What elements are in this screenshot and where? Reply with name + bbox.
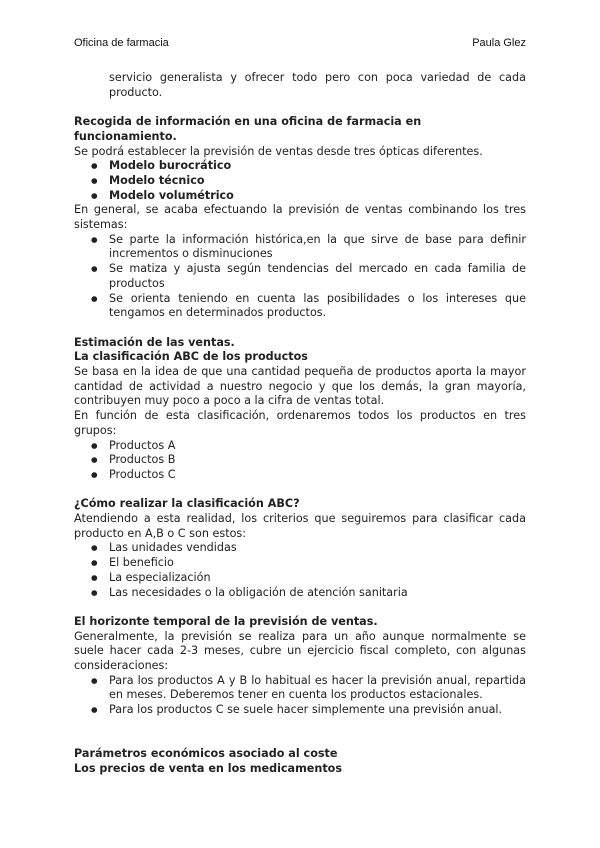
list-item: ● El beneficio <box>74 556 526 571</box>
paragraph: En función de esta clasificación, ordenaremos todos los productos en tres grupos: <box>74 409 526 437</box>
list-item: ● Productos A <box>74 439 526 454</box>
list-item: ● Se parte la información histórica,en la que sirve de base para definir incrementos o disminuciones <box>74 233 526 262</box>
list-item: ● Productos C <box>74 468 526 483</box>
paragraph: Atendiendo a esta realidad, los criterios que seguiremos para clasificar cada producto en A,B o C son estos: <box>74 512 526 540</box>
section-subheading-abc: La clasificación ABC de los productos <box>74 350 308 364</box>
section-subheading-precios: Los precios de venta en los medicamentos <box>74 761 343 775</box>
list-item: ● Las unidades vendidas <box>74 541 526 556</box>
considerations-list <box>74 674 526 718</box>
paragraph: Generalmente, la previsión se realiza para un año aunque normalmente se suele hacer cada 2-3 meses, cubre un ejercicio fiscal completo, con algunas consideraciones: <box>74 629 526 673</box>
list-item: ● Modelo volumétrico <box>74 189 526 204</box>
section-heading-como: ¿Cómo realizar la clasificación ABC? <box>74 497 300 511</box>
continued-text: servicio generalista y ofrecer todo pero con poca variedad de cada producto. <box>109 71 526 99</box>
list-item: ● Para los productos C se suele hacer simplemente una previsión anual. <box>74 703 526 718</box>
paragraph: En general, se acaba efectuando la previsión de ventas combinando los tres sistemas: <box>74 203 526 232</box>
criteria-list <box>74 541 526 600</box>
document-body <box>74 71 526 777</box>
list-item: ● Se orienta teniendo en cuenta las posibilidades o los intereses que tengamos en determinados productos. <box>74 292 526 321</box>
section-heading-parametros: Parámetros económicos asociado al coste <box>74 747 338 761</box>
list-item: ● Para los productos A y B lo habitual es hacer la previsión anual, repartida en meses. Deberemos tener en cuenta los productos estacionales. <box>74 674 526 703</box>
list-item: ● Modelo técnico <box>74 174 526 189</box>
systems-list <box>74 233 526 321</box>
list-item: ● Las necesidades o la obligación de atención sanitaria <box>74 586 526 601</box>
section-heading-recogida: Recogida de información en una oficina de farmacia en funcionamiento. <box>74 115 422 143</box>
list-item: ● Productos B <box>74 453 526 468</box>
list-item: ● La especialización <box>74 571 526 586</box>
paragraph: Se podrá establecer la previsión de ventas desde tres ópticas diferentes. <box>74 144 483 158</box>
models-list <box>74 159 526 203</box>
list-item: ● Se matiza y ajusta según tendencias del mercado en cada familia de productos <box>74 262 526 291</box>
header-title: Oficina de farmacia <box>74 37 169 49</box>
section-heading-estimacion: Estimación de las ventas. <box>74 335 235 349</box>
page-header <box>74 37 526 53</box>
section-heading-horizonte: El horizonte temporal de la previsión de ventas. <box>74 614 378 628</box>
header-author: Paula Glez <box>472 37 526 49</box>
list-item: ● Modelo burocrático <box>74 159 526 174</box>
paragraph: Se basa en la idea de que una cantidad pequeña de productos aporta la mayor cantidad de actividad a nuestro negocio y que los demás, la gran mayoría, contribuyen muy poco a poco a la cifra de ventas total. <box>74 365 526 408</box>
groups-list <box>74 439 526 483</box>
